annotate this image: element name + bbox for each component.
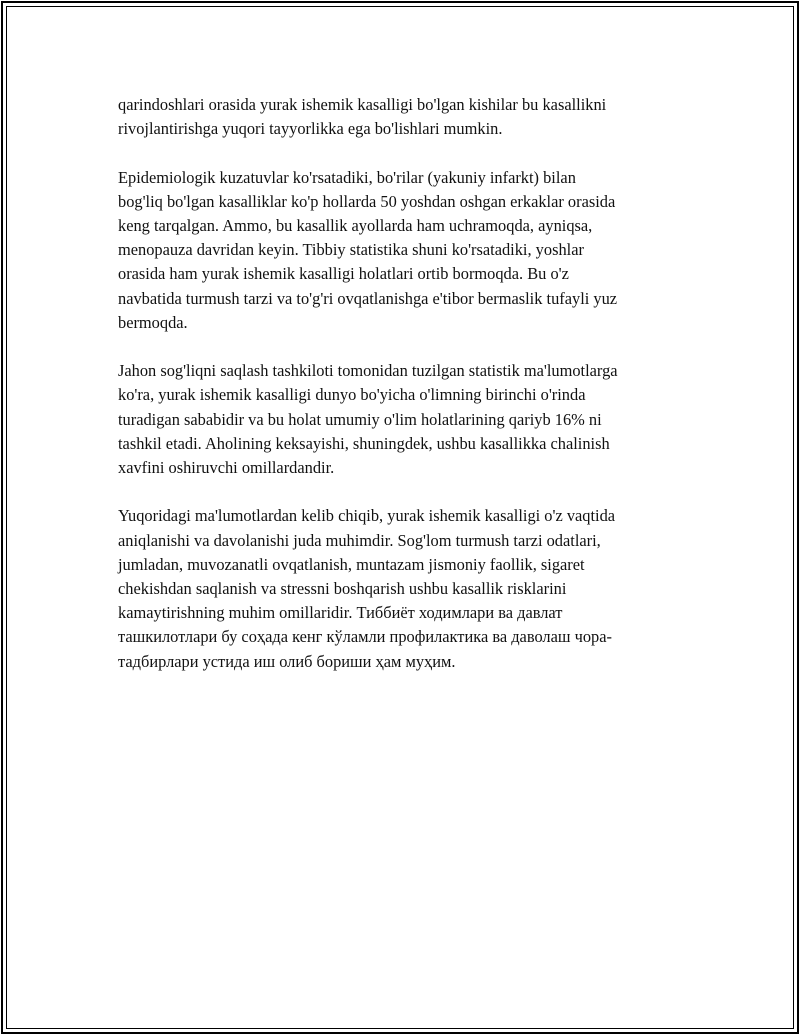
text-line: bog'liq bo'lgan kasalliklar ko'p hollarda 50 yoshdan oshgan erkaklar orasida — [118, 191, 616, 211]
text-line: xavfini oshiruvchi omillardandir. — [118, 458, 335, 478]
document-body — [118, 93, 680, 698]
text-line: bermoqda. — [118, 312, 188, 332]
text-line: orasida ham yurak ishemik kasalligi holatlari ortib bormoqda. Bu o'z — [118, 264, 569, 284]
text-line: Jahon sog'liqni saqlash tashkiloti tomonidan tuzilgan statistik ma'lumotlarga — [118, 361, 618, 381]
paragraph-2 — [118, 166, 680, 335]
text-line: ташкилотлари бу соҳада кенг кўламли профилактика ва даволаш чора- — [118, 627, 612, 647]
text-line: aniqlanishi va davolanishi juda muhimdir. Sog'lom turmush tarzi odatlari, — [118, 530, 601, 550]
paragraph-1 — [118, 93, 680, 141]
text-line: turadigan sababidir va bu holat umumiy o'lim holatlarining qariyb 16% ni — [118, 409, 602, 429]
text-line: navbatida turmush tarzi va to'g'ri ovqatlanishga e'tibor bermaslik tufayli yuz — [118, 288, 618, 308]
text-line: rivojlantirishga yuqori tayyorlikka ega bo'lishlari mumkin. — [118, 119, 503, 139]
text-line: jumladan, muvozanatli ovqatlanish, muntazam jismoniy faollik, sigaret — [118, 554, 585, 574]
text-line: menopauza davridan keyin. Tibbiy statistika shuni ko'rsatadiki, yoshlar — [118, 240, 584, 260]
text-line: qarindoshlari orasida yurak ishemik kasalligi bo'lgan kishilar bu kasallikni — [118, 95, 607, 114]
text-line: Yuqoridagi ma'lumotlardan kelib chiqib, yurak ishemik kasalligi o'z vaqtida — [118, 506, 616, 526]
text-line: chekishdan saqlanish va stressni boshqarish ushbu kasallik risklarini — [118, 579, 567, 599]
text-line: Epidemiologik kuzatuvlar ko'rsatadiki, bo'rilar (yakuniy infarkt) bilan — [118, 167, 576, 187]
text-line: kamaytirishning muhim omillaridir. Тиббиёт ходимлари ва давлат — [118, 603, 563, 623]
text-line: tashkil etadi. Aholining keksayishi, shuningdek, ushbu kasallikka chalinish — [118, 433, 610, 453]
paragraph-3 — [118, 359, 680, 480]
text-line: keng tarqalgan. Ammo, bu kasallik ayollarda ham uchramoqda, ayniqsa, — [118, 216, 593, 235]
paragraph-4 — [118, 504, 680, 673]
text-line: тадбирлари устида иш олиб бориши ҳам муҳим. — [118, 651, 456, 671]
text-line: ko'ra, yurak ishemik kasalligi dunyo bo'yicha o'limning birinchi o'rinda — [118, 385, 586, 405]
